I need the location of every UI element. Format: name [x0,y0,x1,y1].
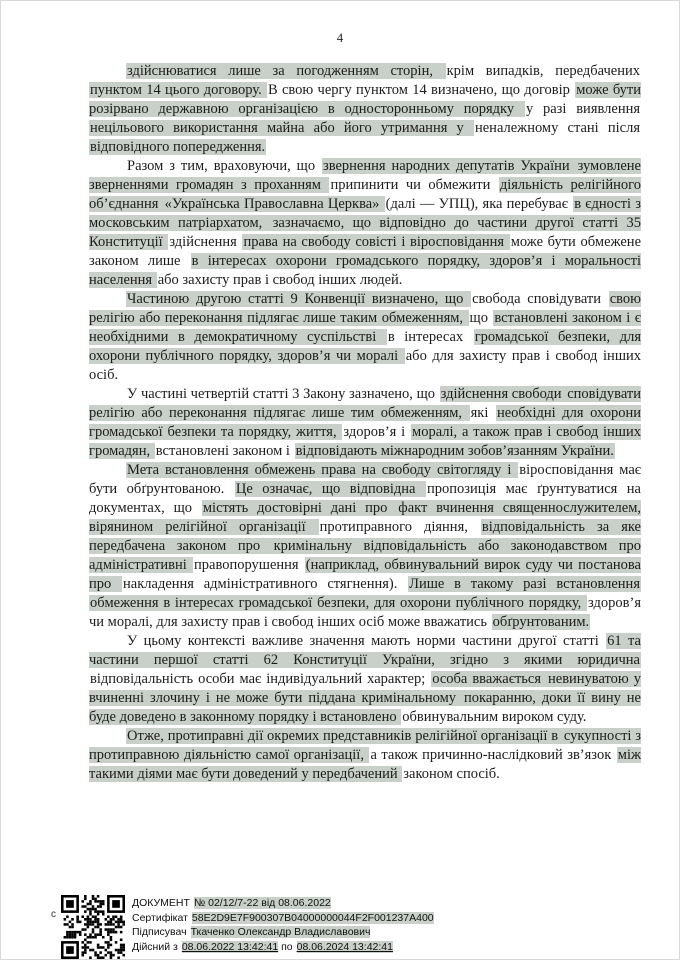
document-number-line [132,896,434,911]
document-number-value: № 02/12/7-22 від 08.06.2022 [193,897,331,909]
paragraph: Отже, протиправні дії окремих представників релігійної організації в сукупності з протиправною діяльністю самої організації, а також причинно-наслідковий зв’язок між такими діями має бути доведений у передбачений законом спосіб. [89,728,641,782]
document-number-label: ДОКУМЕНТ [132,897,190,909]
validity-from: 08.06.2022 13:42:41 [181,940,279,953]
certificate-line [132,911,434,926]
paragraph: Частиною другою статті 9 Конвенції визначено, що свобода сповідувати свою релігію або переконання підлягає лише таким обмеженням, що встановлені законом і є необхідними в демократичному суспільстві в інтересах громадської безпеки, для охорони публічного порядку, здоров’я чи моралі або для захисту прав і свобод інших осіб. [89,291,642,383]
validity-label: Дійсний з [132,940,178,953]
paragraph: У цьому контексті важливе значення мають норми частини другої статті 61 та частини першої статті 62 Конституції України, згідно з якими юридична відповідальність особи має індивідуальний характер; особа вважається невинуватою у вчиненні злочину і не може бути піддана кримінальному покаранню, доки її вину не буде доведено в законному порядку і встановлено обвинувальним вироком суду. [89,633,641,725]
certificate-label: Сертифікат [132,911,188,924]
signer-label: Підписувач [132,926,187,938]
qr-code [61,895,125,959]
paragraph: У частині четвертій статті 3 Закону зазначено, що здійснення свободи сповідувати релігію або переконання підлягає лише тим обмеженням, які необхідні для охорони громадської безпеки та порядку, життя, здоров’я і моралі, а також прав і свобод інших громадян, встановлені законом і відповідають міжнародним зобов’язанням України. [89,386,641,459]
validity-to-label: по [281,940,293,953]
signer-value: Ткаченко Олександр Владиславович [190,926,371,938]
stamp-text [132,895,434,954]
signer-line [132,925,434,940]
document-body [89,62,641,784]
paragraph: Мета встановлення обмежень права на свободу світогляду і віросповідання має бути обґрунтованою. Це означає, що відповідна пропозиція має ґрунтуватися на документах, що містять достовірні дані про факт вчинення священнослужителем, вірянином релігійної організації протиправного діяння, відповідальність за яке передбачена законом про кримінальну відповідальність або законодавством про адміністративні правопорушення (наприклад, обвинувальний вирок суду чи постанова про накладення адміністративного стягнення). Лише в такому разі встановлення обмеження в інтересах громадської безпеки, для охорони публічного порядку, здоров’я чи моралі, для захисту прав і свобод інших осіб може вважатись обґрунтованим. [89,462,642,630]
stray-character: с [51,909,56,920]
validity-to: 08.06.2024 13:42:41 [296,940,393,953]
page-number: 4 [336,31,344,45]
paragraph: здійснюватися лише за погодженням сторін, крім випадків, передбачених пунктом 14 цього договору. В свою чергу пунктом 14 визначено, що договір може бути розірвано державною організацією в односторонньому порядку у разі виявлення нецільового використання майна або його утримання у неналежному стані після відповідного попередження. [89,63,641,155]
qr-code-image [61,895,125,959]
certificate-value: 58E2D9E7F900307B04000000044F2F001237A400 [191,911,434,924]
signature-stamp [51,895,434,959]
validity-line [132,940,434,955]
paragraph: Разом з тим, враховуючи, що звернення народних депутатів України зумовлене зверненнями громадян з проханням припинити чи обмежити діяльність релігійного об’єднання «Українська Православна Церква» (далі — УПЦ), яка перебуває в єдності з московським патріархатом, зазначаємо, що відповідно до частини другої статті 35 Конституції здійснення права на свободу совісті і віросповідання може бути обмежене законом лише в інтересах охорони громадського порядку, здоров’я і моральності населення або захисту прав і свобод інших людей. [89,158,642,288]
